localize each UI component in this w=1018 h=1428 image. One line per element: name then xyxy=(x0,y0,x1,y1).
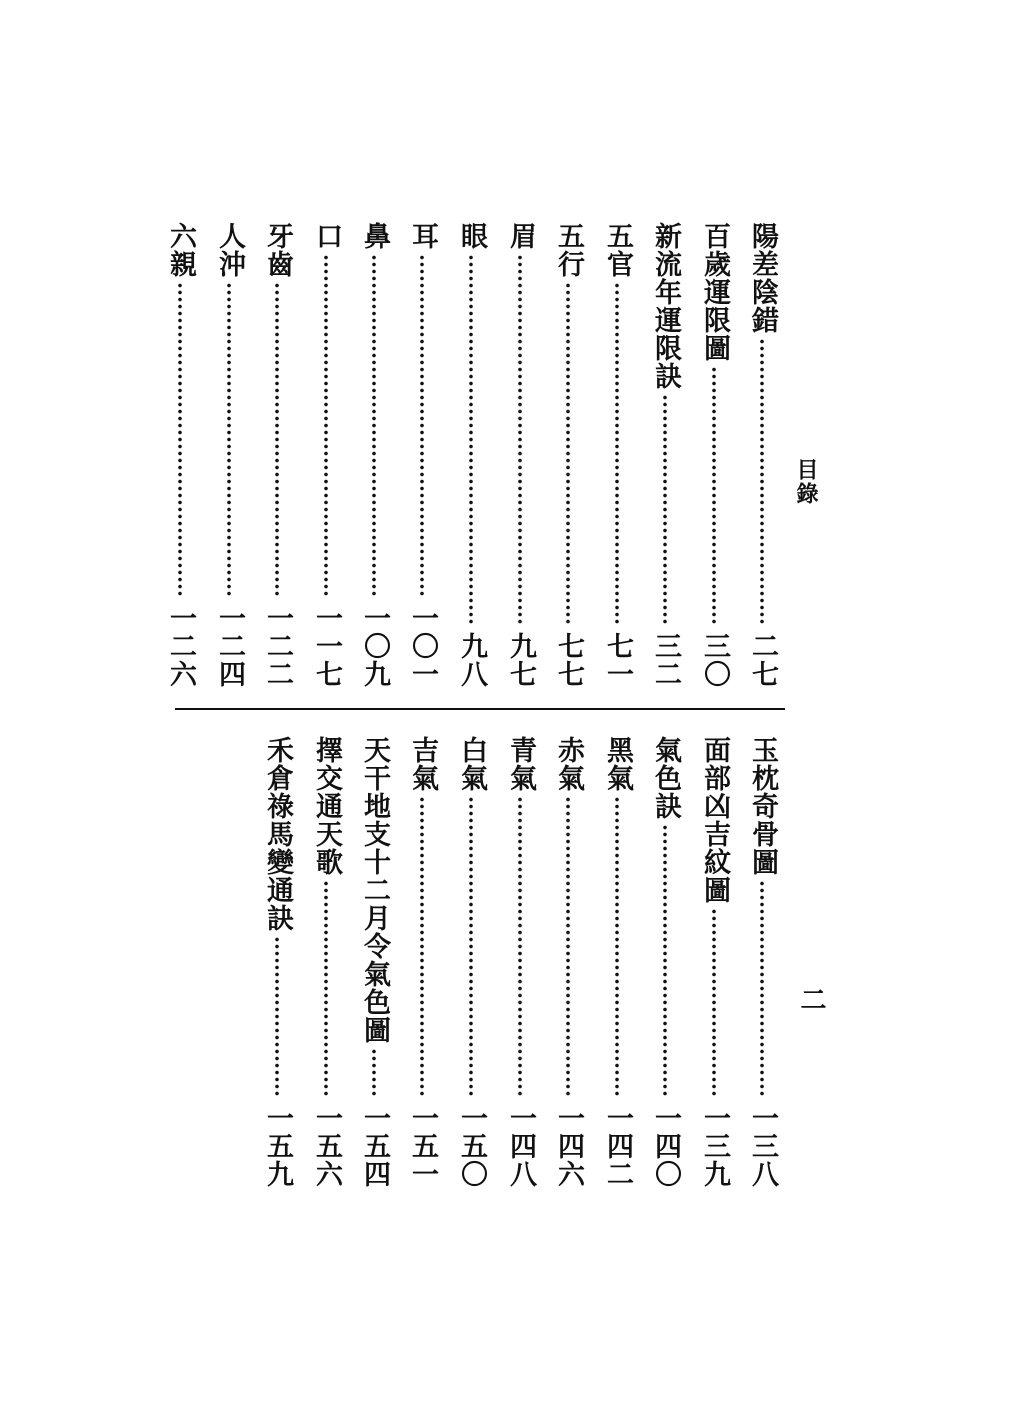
toc-entry-page: 一五四 xyxy=(359,1104,390,1188)
toc-entry xyxy=(306,736,346,1188)
toc-entry-page: 一一七 xyxy=(311,604,342,688)
toc-entry xyxy=(742,222,782,688)
toc-entry-title: 人沖 xyxy=(214,222,245,278)
toc-entry-page: 一四六 xyxy=(553,1104,584,1188)
toc-entry-title: 黑氣 xyxy=(602,736,633,792)
toc-entry xyxy=(354,222,394,688)
toc-entry-page: 一五一 xyxy=(407,1104,438,1188)
toc-entry-title: 鼻 xyxy=(359,222,390,250)
toc-entry-page: 一〇一 xyxy=(407,604,438,688)
section-divider xyxy=(175,708,785,710)
toc-entry xyxy=(694,222,734,688)
toc-entry-page: 一四八 xyxy=(505,1104,536,1188)
dot-leader xyxy=(712,908,716,1098)
toc-entry xyxy=(160,222,200,688)
toc-entry-page: 一二六 xyxy=(165,604,196,688)
dot-leader xyxy=(178,282,182,598)
running-head-title: 目錄 xyxy=(793,458,819,506)
toc-entry-title: 白氣 xyxy=(456,736,487,792)
toc-entry-title: 五行 xyxy=(553,222,584,278)
toc-entry-page: 九七 xyxy=(505,632,536,688)
toc-entry-page: 一三九 xyxy=(699,1104,730,1188)
toc-entry xyxy=(451,222,491,688)
page-number: 二 xyxy=(796,986,826,1012)
toc-entry-title: 氣色訣 xyxy=(650,736,681,820)
dot-leader xyxy=(420,254,424,598)
toc-entry-page: 三二 xyxy=(650,632,681,688)
toc-entry-title: 五官 xyxy=(602,222,633,278)
dot-leader xyxy=(760,880,764,1098)
toc-entry-page: 一四〇 xyxy=(650,1104,681,1188)
dot-leader xyxy=(469,254,473,626)
toc-entry-title: 禾倉祿馬變通訣 xyxy=(262,736,293,932)
dot-leader xyxy=(566,282,570,626)
toc-entry xyxy=(451,736,491,1188)
toc-entry-title: 天干地支十二月令氣色圖 xyxy=(359,736,390,1044)
toc-entry-page: 一二四 xyxy=(214,604,245,688)
toc-entry xyxy=(500,222,540,688)
toc-entry-title: 耳 xyxy=(407,222,438,250)
toc-entry-title: 百歲運限圖 xyxy=(699,222,730,362)
dot-leader xyxy=(372,254,376,598)
toc-entry-page: 一五六 xyxy=(311,1104,342,1188)
dot-leader xyxy=(275,936,279,1098)
dot-leader xyxy=(324,880,328,1098)
toc-entry-title: 面部凶吉紋圖 xyxy=(699,736,730,904)
toc-entry-title: 口 xyxy=(311,222,342,250)
dot-leader xyxy=(712,366,716,626)
toc-entry xyxy=(402,222,442,688)
toc-entry xyxy=(402,736,442,1188)
toc-entry-title: 新流年運限訣 xyxy=(650,222,681,390)
toc-entry-title: 青氣 xyxy=(505,736,536,792)
toc-entry xyxy=(354,736,394,1188)
toc-entry-title: 六親 xyxy=(165,222,196,278)
dot-leader xyxy=(663,824,667,1098)
toc-entry-page: 一四二 xyxy=(602,1104,633,1188)
toc-entry-page: 七一 xyxy=(602,632,633,688)
toc-entry-page: 一五九 xyxy=(262,1104,293,1188)
toc-entry-title: 眉 xyxy=(505,222,536,250)
toc-entry xyxy=(694,736,734,1188)
toc-entry-page: 一三八 xyxy=(747,1104,778,1188)
toc-entry-title: 牙齒 xyxy=(262,222,293,278)
dot-leader xyxy=(760,338,764,626)
dot-leader xyxy=(663,394,667,626)
toc-entry-page: 九八 xyxy=(456,632,487,688)
toc-entry-title: 吉氣 xyxy=(407,736,438,792)
toc-entry xyxy=(257,222,297,688)
dot-leader xyxy=(420,796,424,1098)
toc-entry xyxy=(597,736,637,1188)
dot-leader xyxy=(469,796,473,1098)
dot-leader xyxy=(372,1048,376,1098)
dot-leader xyxy=(227,282,231,598)
toc-entry-title: 擇交通天歌 xyxy=(311,736,342,876)
dot-leader xyxy=(615,282,619,626)
toc-entry xyxy=(645,736,685,1188)
dot-leader xyxy=(275,282,279,598)
toc-entry-title: 玉枕奇骨圖 xyxy=(747,736,778,876)
toc-entry-page: 三〇 xyxy=(699,632,730,688)
toc-entry-title: 眼 xyxy=(456,222,487,250)
dot-leader xyxy=(324,254,328,598)
dot-leader xyxy=(566,796,570,1098)
toc-entry-title: 赤氣 xyxy=(553,736,584,792)
toc-entry-title: 陽差陰錯 xyxy=(747,222,778,334)
toc-entry-page: 一五〇 xyxy=(456,1104,487,1188)
toc-entry xyxy=(500,736,540,1188)
toc-entry xyxy=(257,736,297,1188)
toc-entry xyxy=(742,736,782,1188)
toc-entry-page: 七七 xyxy=(553,632,584,688)
dot-leader xyxy=(518,796,522,1098)
toc-entry-page: 一〇九 xyxy=(359,604,390,688)
toc-entry xyxy=(306,222,346,688)
toc-entry xyxy=(548,736,588,1188)
toc-entry xyxy=(645,222,685,688)
dot-leader xyxy=(518,254,522,626)
dot-leader xyxy=(615,796,619,1098)
toc-entry xyxy=(597,222,637,688)
toc-entry xyxy=(548,222,588,688)
toc-entry-page: 二七 xyxy=(747,632,778,688)
toc-entry-page: 一二二 xyxy=(262,604,293,688)
toc-entry xyxy=(209,222,249,688)
